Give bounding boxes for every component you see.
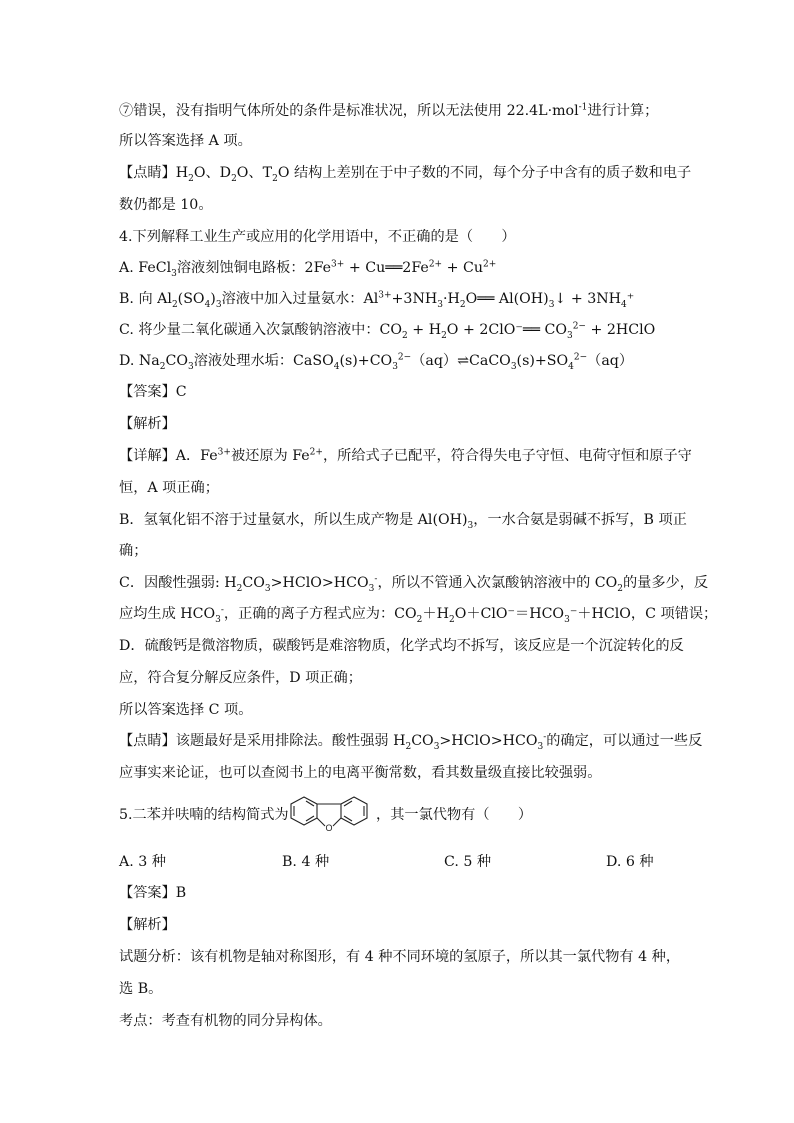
question-5-option-a: A. 3 种 [119,854,166,870]
question-5-option-b: B. 4 种 [282,854,330,870]
question-5-explanation-line-1: 试题分析：该有机物是轴对称图形，有 4 种不同环境的氢原子，所以其一氯代物有 4 种， [119,949,681,965]
note-line-2: 数仍都是 10。 [119,197,213,213]
detail-a-line-2: 恒，A 项正确； [119,480,219,496]
question-4-option-d: D. $Na_2CO_3$溶液处理水垢：$CaSO_4(s)+CO_3^{2-}(aq)\rightleftharpoons CaCO_3(s)+SO_4^{2-}(aq)$ [119,352,634,372]
question-4-option-b: B. 向 $Al_2(SO_4)_3$溶液中加入过量氨水：$Al^{3+}+3NH_3\cdot H_2O══$ $Al(OH)_3↓ + 3NH_4^+$ [119,290,635,310]
question-4-note-line-2: 应事实来论证，也可以查阅书上的电离平衡常数，看其数量级直接比较强弱。 [119,765,602,781]
question-4-option-a: A. FeCl$_3$溶液刻蚀铜电路板：$2Fe^{3+}$ + $Cu══2Fe^{2+} + Cu^{2+}$ [119,259,497,279]
question-4-option-c: C. 将少量二氧化碳通入次氯酸钠溶液中：$CO_2 + H_2O$ + 2ClO⁻══ $CO_3^{2-}$ + 2HClO [119,321,656,341]
detail-b-line-2: 确； [119,543,148,559]
detail-a-line-1: 【详解】A．$Fe^{3+}$被还原为 $Fe^{2+}$，所给式子已配平，符合得失电子守恒、电荷守恒和原子守 [119,447,692,464]
dibenzofuran-structure-image [284,793,374,835]
item-7-line: ⑦错误，没有指明气体所处的条件是标准状况，所以无法使用 22.4L·mol$^{-1}$进行计算； [119,102,659,119]
question-4-stem: 4.下列解释工业生产或应用的化学用语中，不正确的是（ ） [119,229,516,245]
question-5-analysis-heading: 【解析】 [119,917,176,933]
question-4-answer: 【答案】C [119,384,187,400]
detail-d-line-2: 应，符合复分解反应条件，D 项正确； [119,670,362,686]
oxygen-atom-label: O [325,823,333,833]
question-5-option-c: C. 5 种 [444,854,492,870]
answer-select-line: 所以答案选择 A 项。 [119,133,252,149]
question-5-stem-suffix: ，其一氯代物有（ ） [376,807,533,823]
detail-c-line-1: C．因酸性强弱: $H_2CO_3>HClO>HCO_3^-$，所以不管通入次氯酸钠溶液中的 $CO_2$的量多少，反 [119,574,709,594]
question-5-option-d: D. 6 种 [606,854,654,870]
question-5-answer: 【答案】B [119,885,187,901]
detail-d-line-1: D．硫酸钙是微溶物质，碳酸钙是难溶物质，化学式均不拆写，该反应是一个沉淀转化的反 [119,638,684,654]
detail-c-line-2: 应均生成 $HCO_3^-$，正确的离子方程式应为：$CO_2+H_2O+ClO^-=HCO_3^-+HClO$，C 项错误； [119,605,718,625]
question-5-stem-prefix: 5.二苯并呋喃的结构简式为 [119,807,289,823]
note-line-1: 【点睛】$H_2O$、$D_2O$、$T_2O$ 结构上差别在于中子数的不同，每个分子中含有的质子数和电子 [119,165,692,184]
question-5-test-point: 考点：考查有机物的同分异构体。 [119,1013,332,1029]
question-4-note-line-1: 【点睛】该题最好是采用排除法。酸性强弱 $H_2CO_3>HClO>HCO_3^-$的确定，可以通过一些反 [119,732,703,752]
question-4-answer-select: 所以答案选择 C 项。 [119,702,253,718]
question-5-explanation-line-2: 选 B。 [119,981,163,997]
question-4-analysis-heading: 【解析】 [119,416,176,432]
detail-b-line-1: B．氢氧化铝不溶于过量氨水，所以生成产物是 $Al(OH)_3$，一水合氨是弱碱不拆写，B 项正 [119,512,687,531]
